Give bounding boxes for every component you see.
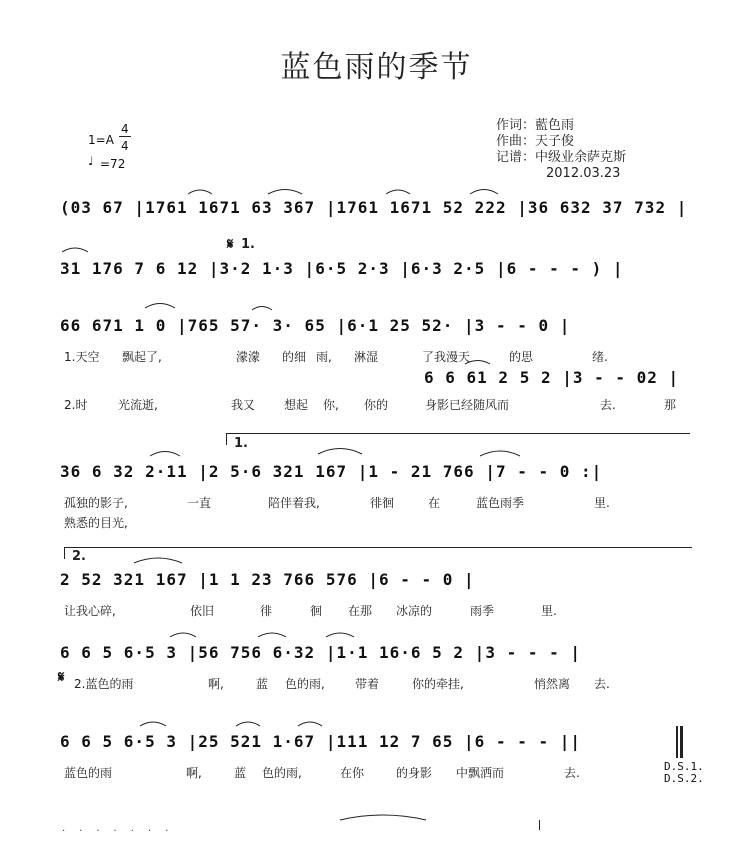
- lyric-7: 蓝色的雨: [64, 766, 113, 780]
- lyric-6: 色的雨,: [285, 677, 325, 691]
- cut-off-row: ·······: [62, 826, 183, 837]
- lyric-5: 让我心碎,: [64, 604, 116, 618]
- lyric-7: 色的雨,: [262, 766, 302, 780]
- lyric-5: 徘: [260, 604, 273, 618]
- lyric-5: 里.: [541, 604, 557, 618]
- lyric-7: 在你: [340, 766, 365, 780]
- staff-row-3: 66 671 1 0 |765 57· 3· 65 |6·1 25 52· |3 - - 0 |: [60, 316, 571, 335]
- lyric-7: 的身影: [396, 766, 433, 780]
- lyric-7: 中飘洒而: [456, 766, 505, 780]
- lyric-1: 绪.: [592, 350, 608, 364]
- lyric-3: 蓝色雨季: [476, 496, 525, 510]
- staff-row-2: 31 176 7 6 12 |3·2 1·3 |6·5 2·3 |6·3 2·5 |6 - - - ) |: [60, 259, 624, 278]
- slur: [326, 633, 354, 637]
- quarter-note-icon: ♩: [88, 154, 94, 168]
- lyric-6: 带着: [355, 677, 380, 691]
- lyric-6: 啊,: [208, 677, 224, 691]
- staff-row-5: 2 52 321 167 |1 1 23 766 576 |6 - - 0 |: [60, 570, 475, 589]
- lyric-5: 冰凉的: [396, 604, 433, 618]
- lyric-1: 了我漫天: [422, 350, 471, 364]
- lyric-3: 里.: [594, 496, 610, 510]
- staff-row-3b: 6 6 61 2 5 2 |3 - - 02 |: [424, 368, 680, 387]
- lyric-2: 你的: [364, 398, 389, 412]
- lyric-1: 飘起了,: [122, 350, 162, 364]
- composer-credit: 作曲：天子俊: [496, 134, 575, 149]
- lyric-1: 淋湿: [354, 350, 379, 364]
- lyric-1: 的细: [282, 350, 307, 364]
- slur: [268, 190, 302, 195]
- lyric-2: 去.: [600, 398, 616, 412]
- time-signature-top: 4: [121, 122, 129, 136]
- lyric-5: 徊: [310, 604, 323, 618]
- lyric-3: 在: [428, 496, 441, 510]
- slur: [236, 722, 260, 726]
- lyric-2: 那: [664, 398, 677, 412]
- lyric-3: 一直: [187, 496, 212, 510]
- lyric-6: 蓝: [256, 677, 269, 691]
- lyric-2: 光流逝,: [118, 398, 158, 412]
- key-signature: 1=A: [88, 133, 114, 147]
- slur: [480, 451, 520, 456]
- lyric-3: 孤独的影子,: [64, 496, 128, 510]
- lyric-5: 依旧: [190, 604, 215, 618]
- slur: [62, 248, 88, 252]
- lyric-2: 身影已经随风而: [425, 398, 510, 412]
- staff-row-4: 36 6 32 2·11 |2 5·6 321 167 |1 - 21 766 |7 - - 0 :|: [60, 462, 603, 481]
- segno-icon: 𝄋: [227, 235, 234, 253]
- staff-row-7: 6 6 5 6·5 3 |25 521 1·67 |111 12 7 65 |6 - - - ||: [60, 732, 582, 751]
- time-signature-bottom: 4: [121, 139, 129, 153]
- lyric-2: 你,: [323, 398, 339, 412]
- lyric-1: 濛濛: [236, 350, 261, 364]
- volta-1-label: 1.: [234, 436, 248, 451]
- lyric-6: 你的牵挂,: [412, 677, 464, 691]
- lyric-5: 在那: [348, 604, 373, 618]
- volta-2-label: 2.: [72, 549, 86, 564]
- lyric-4: 熟悉的目光,: [64, 516, 128, 530]
- slur: [170, 633, 196, 637]
- lyric-2: 我又: [231, 398, 256, 412]
- ds1-mark: D.S.1.: [664, 760, 704, 773]
- slur: [386, 190, 410, 194]
- segno-label: 1.: [241, 237, 255, 252]
- lyric-5: 雨季: [470, 604, 495, 618]
- lyric-1: 雨,: [316, 350, 332, 364]
- slur: [134, 558, 182, 563]
- lyric-3: 陪伴着我,: [268, 496, 320, 510]
- song-title: 蓝色雨的季节: [280, 50, 473, 85]
- lyric-6: 去.: [594, 677, 610, 691]
- staff-row-1: (03 67 |1761 1671 63 367 |1761 1671 52 222 |36 632 37 732 |: [60, 198, 688, 217]
- slur: [470, 190, 498, 195]
- date-credit: 2012.03.23: [546, 166, 621, 181]
- lyric-7: 蓝: [234, 766, 247, 780]
- staff-row-6: 6 6 5 6·5 3 |56 756 6·32 |1·1 16·6 5 2 |3 - - - |: [60, 643, 582, 662]
- lyric-2: 2.时: [64, 398, 88, 412]
- lyric-6: 悄然离: [534, 677, 571, 691]
- slur: [252, 307, 272, 311]
- cut-off-barline: [539, 820, 540, 830]
- lyric-3: 徘徊: [370, 496, 395, 510]
- tempo-mark: =72: [100, 157, 126, 171]
- slur: [150, 452, 180, 457]
- lyric-6: 2.蓝色的雨: [74, 677, 134, 691]
- lyric-7: 去.: [564, 766, 580, 780]
- ds2-mark: D.S.2.: [664, 772, 704, 785]
- lyric-2: 想起: [284, 398, 309, 412]
- segno-icon-2: 𝄋: [58, 668, 65, 686]
- lyric-1: 的思: [509, 350, 534, 364]
- lyricist-credit: 作词：藍色雨: [496, 118, 575, 133]
- slur: [298, 722, 322, 726]
- slur: [145, 304, 175, 309]
- lyric-1: 1.天空: [64, 350, 100, 364]
- notation-credit: 记谱：中级业余萨克斯: [496, 150, 627, 165]
- slur: [140, 722, 166, 726]
- slur: [465, 361, 490, 365]
- slur: [188, 190, 212, 194]
- lyric-7: 啊,: [186, 766, 202, 780]
- slur: [318, 449, 362, 455]
- slur: [258, 633, 286, 637]
- slur: [340, 815, 426, 820]
